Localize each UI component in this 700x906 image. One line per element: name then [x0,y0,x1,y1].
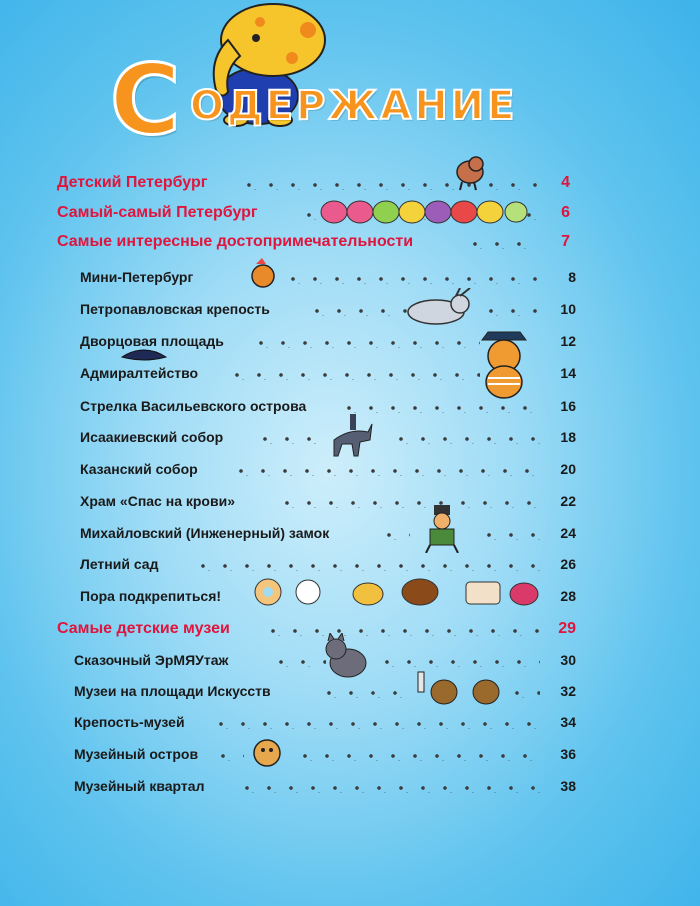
toc-subsection-row[interactable] [0,264,700,290]
toc-subsection-row[interactable] [0,773,700,799]
toc-section-label[interactable]: Самый-самый Петербург [57,204,258,221]
toc-subsection-label[interactable]: Сказочный ЭрМЯУтаж [74,652,229,668]
toc-page-number: 36 [560,746,576,762]
title-first-letter: С [110,44,181,156]
dotted-leader [254,430,320,444]
toc-section-label[interactable]: Детский Петербург [57,174,208,191]
toc-subsection-label[interactable]: Пора подкрепиться! [80,588,222,604]
dotted-leader [192,557,540,571]
horseman-icon [330,410,376,460]
toc-page-number: 7 [561,233,570,250]
toc-subsection-label[interactable]: Музеи на площади Искусств [74,683,271,699]
toc-subsection-label[interactable]: Михайловский (Инженерный) замок [80,525,330,541]
toc-page-number: 32 [560,683,576,699]
dotted-leader [226,366,480,380]
dotted-leader [262,622,540,636]
toc-subsection-label[interactable]: Храм «Спас на крови» [80,493,235,509]
dotted-leader [480,302,540,316]
fluffy-creature-icon [250,736,284,770]
toc-page-number: 34 [560,714,576,730]
toc-subsection-label[interactable]: Стрелка Васильевского острова [80,398,307,414]
toc-page-number: 30 [560,652,576,668]
cat-captain-icon [474,330,534,400]
toc-subsection-row[interactable] [0,360,700,386]
toc-subsection-row[interactable] [0,296,700,322]
dotted-leader [276,494,540,508]
title-text: ОДЕРЖАНИЕ [190,83,518,129]
toc-subsection-label[interactable]: Исаакиевский собор [80,429,224,445]
toc-subsection-label[interactable]: Летний сад [80,556,159,572]
toc-subsection-label[interactable]: Казанский собор [80,461,198,477]
contents-title [108,0,528,156]
toc-subsection-label[interactable]: Крепость-музей [74,714,185,730]
toc-subsection-row[interactable] [0,709,700,735]
dotted-leader [294,747,540,761]
painter-animals-icon [414,668,506,710]
dotted-leader [238,176,540,190]
dotted-leader [212,747,244,761]
toc-page-number: 28 [560,588,576,604]
toc-subsection-label[interactable]: Мини-Петербург [80,269,194,285]
dotted-leader [464,235,530,249]
hare-icon [398,288,478,328]
toc-subsection-row[interactable] [0,678,700,704]
toc-subsection-label[interactable]: Петропавловская крепость [80,301,270,317]
cat-icon [322,633,370,681]
toc-page-number: 4 [561,174,570,191]
toc-page-number: 26 [560,556,576,572]
toc-subsection-row[interactable] [0,551,700,577]
dotted-leader [236,779,540,793]
chicken-icon [248,256,278,292]
admiralty-hat-icon [120,347,168,363]
dotted-leader [390,430,540,444]
toc-section-label[interactable]: Самые детские музеи [57,620,230,637]
bird-icon [452,152,488,192]
toc-subsection-label[interactable]: Музейный остров [74,746,199,762]
toc-page-number: 24 [560,525,576,541]
toc-page-number: 8 [568,269,576,285]
toc-page-number: 29 [558,620,576,637]
toc-subsection-label[interactable]: Дворцовая площадь [80,333,224,349]
toc-page-number: 16 [560,398,576,414]
dotted-leader [478,526,540,540]
toc-page-number: 12 [560,333,576,349]
dotted-leader [210,715,540,729]
toc-page-number: 22 [560,493,576,509]
toc-page-number: 10 [560,301,576,317]
dotted-leader [270,653,326,667]
toc-subsection-label[interactable]: Музейный квартал [74,778,205,794]
pastries-row-icon [250,576,550,610]
toc-section-row[interactable] [0,229,700,255]
elephants-row-icon [318,196,528,230]
soldier-icon [418,505,466,553]
toc-subsection-row[interactable] [0,328,700,354]
toc-section-label[interactable]: Самые интересные достопримечательности [57,233,414,250]
toc-subsection-label[interactable]: Адмиралтейство [80,365,199,381]
toc-page-number: 20 [560,461,576,477]
dotted-leader [378,526,410,540]
dotted-leader [230,462,540,476]
toc-page-number: 38 [560,778,576,794]
toc-subsection-row[interactable] [0,520,700,546]
dotted-leader [506,684,540,698]
dotted-leader [282,270,540,284]
toc-subsection-row[interactable] [0,488,700,514]
toc-section-row[interactable] [0,170,700,196]
dotted-leader [376,653,540,667]
toc-page-number: 18 [560,429,576,445]
toc-page-number: 6 [561,204,570,221]
dotted-leader [318,684,410,698]
dotted-leader [250,334,480,348]
toc-page-number: 14 [560,365,576,381]
toc-subsection-row[interactable] [0,741,700,767]
